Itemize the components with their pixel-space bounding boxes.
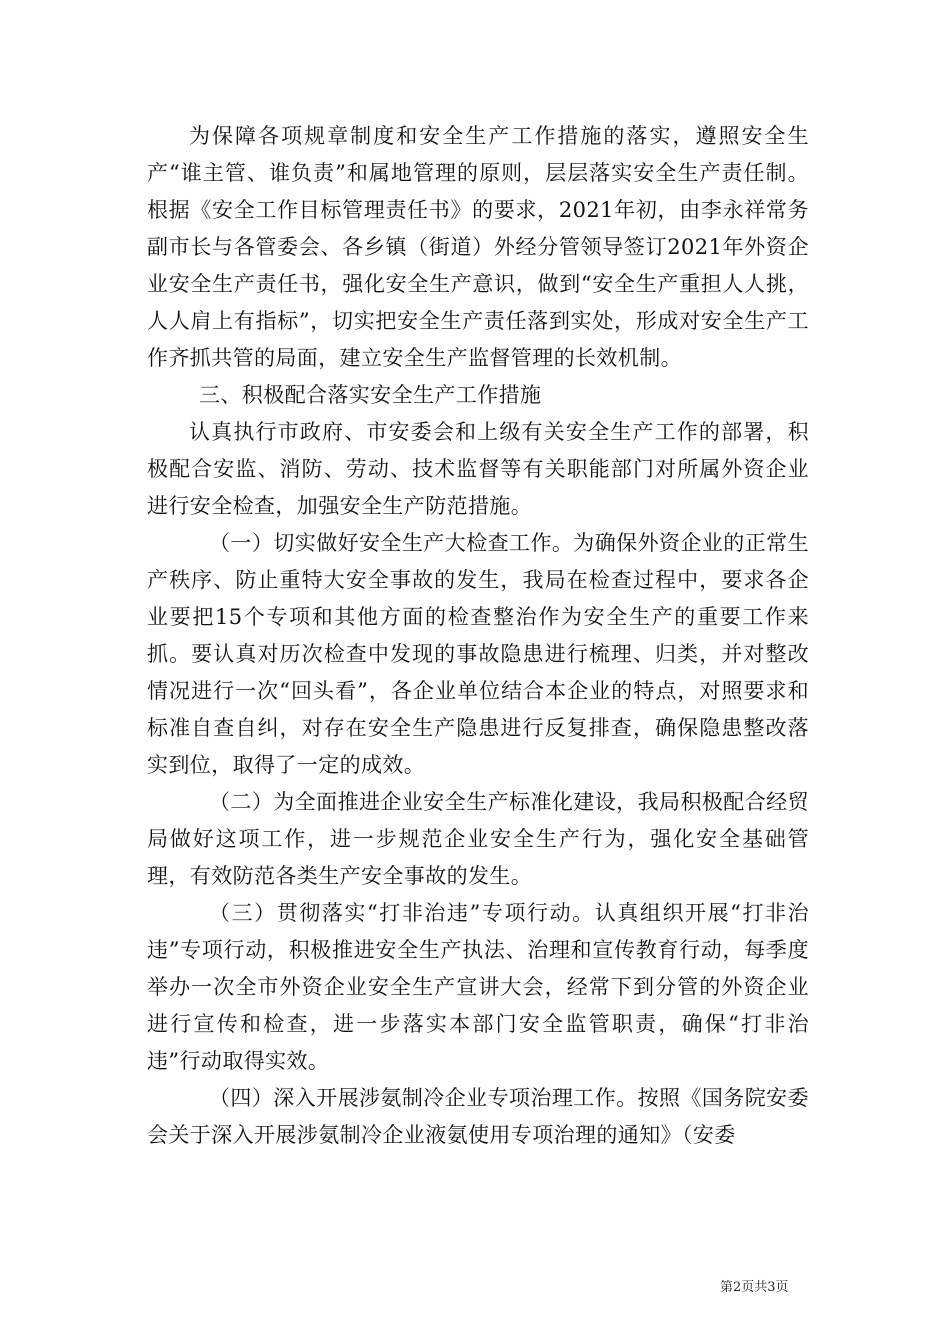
- page-number: 第2页共3页: [720, 1280, 789, 1295]
- paragraph-implementation: 认真执行市政府、市安委会和上级有关安全生产工作的部署，积极配合安监、消防、劳动、技术监督等有关职能部门对所属外资企业进行安全检查，加强安全生产防范措施。: [147, 420, 809, 518]
- paragraph-item-3: （三）贯彻落实“打非治违”专项行动。认真组织开展“打非治违”专项行动，积极推进安全生产执法、治理和宣传教育行动，每季度举办一次全市外资企业安全生产宣讲大会，经常下到分管的外资企业进行宣传和检查，进一步落实本部门安全监管职责，确保“打非治违”行动取得实效。: [147, 901, 809, 1073]
- paragraph-responsibility: 为保障各项规章制度和安全生产工作措施的落实，遵照安全生产“谁主管、谁负责”和属地管理的原则，层层落实安全生产责任制。根据《安全工作目标管理责任书》的要求，2021年初，由李永祥常务副市长与各管委会、各乡镇（街道）外经分管领导签订2021年外资企业安全生产责任书，强化安全生产意识，做到“安全生产重担人人挑，人人肩上有指标”，切实把安全生产责任落到实处，形成对安全生产工作齐抓共管的局面，建立安全生产监督管理的长效机制。: [147, 124, 809, 370]
- section-heading: 三、积极配合落实安全生产工作措施: [199, 383, 542, 407]
- paragraph-item-4: （四）深入开展涉氨制冷企业专项治理工作。按照《国务院安委会关于深入开展涉氨制冷企业液氨使用专项治理的通知》（安委: [147, 1086, 809, 1147]
- paragraph-item-1: （一）切实做好安全生产大检查工作。为确保外资企业的正常生产秩序、防止重特大安全事故的发生，我局在检查过程中，要求各企业要把15个专项和其他方面的检查整治作为安全生产的重要工作来抓。要认真对历次检查中发现的事故隐患进行梳理、归类，并对整改情况进行一次“回头看”，各企业单位结合本企业的特点，对照要求和标准自查自纠，对存在安全生产隐患进行反复排查，确保隐患整改落实到位，取得了一定的成效。: [147, 531, 809, 777]
- paragraph-item-2: （二）为全面推进企业安全生产标准化建设，我局积极配合经贸局做好这项工作，进一步规范企业安全生产行为，强化安全基础管理，有效防范各类生产安全事故的发生。: [147, 790, 809, 888]
- document-body: [147, 118, 809, 1154]
